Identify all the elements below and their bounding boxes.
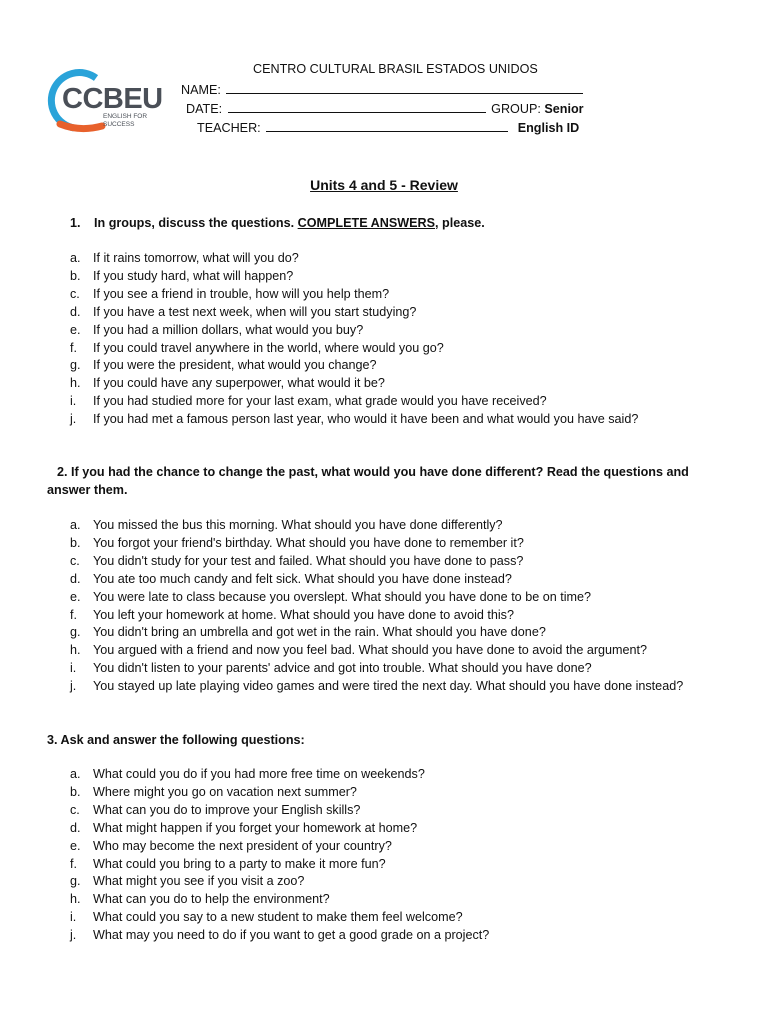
english-id-label: English ID (517, 121, 580, 135)
question-letter: e. (70, 589, 81, 604)
question-item (70, 268, 730, 286)
question-item (70, 891, 730, 909)
section2-instruction: 2. If you had the chance to change the past, what would you have done different? Read the questions and answer them. (47, 465, 689, 497)
question-text: What could you say to a new student to make them feel welcome? (93, 910, 463, 925)
question-letter: f. (70, 340, 77, 355)
question-letter: b. (70, 784, 81, 799)
question-text: What might you see if you visit a zoo? (93, 874, 305, 889)
question-letter: a. (70, 518, 81, 532)
question-text: What can you do to improve your English skills? (93, 802, 361, 817)
question-text: What might happen if you forget your homework at home? (93, 820, 418, 835)
question-text: If you see a friend in trouble, how will you help them? (93, 286, 390, 301)
question-item (70, 660, 730, 678)
question-text: If you could have any superpower, what would it be? (93, 376, 385, 391)
section2-question-list (70, 517, 730, 696)
question-text: If you could travel anywhere in the world, where would you go? (93, 340, 444, 355)
page-title-text: Units 4 and 5 - Review (310, 177, 458, 193)
school-name: CENTRO CULTURAL BRASIL ESTADOS UNIDOS (253, 62, 538, 76)
question-item (70, 624, 730, 642)
section1-number: 1. (70, 216, 81, 230)
question-text: You missed the bus this morning. What should you have done differently? (93, 518, 503, 532)
section1-instruction-before: In groups, discuss the questions. (94, 216, 298, 230)
question-item (70, 250, 730, 268)
question-letter: g. (70, 874, 81, 889)
question-letter: c. (70, 286, 80, 301)
section3-instruction: 3. Ask and answer the following questions: (47, 733, 305, 747)
question-text: What could you do if you had more free time on weekends? (93, 767, 425, 781)
question-text: You forgot your friend's birthday. What should you have done to remember it? (93, 535, 524, 550)
question-text: You argued with a friend and now you feel bad. What should you have done to avoid the argument? (93, 643, 648, 658)
question-letter: a. (70, 251, 81, 265)
question-item (70, 340, 730, 358)
question-item (70, 357, 730, 375)
page-title (0, 177, 768, 193)
question-item (70, 607, 730, 625)
question-item (70, 678, 730, 696)
question-item (70, 571, 730, 589)
question-item (70, 766, 730, 784)
question-letter: j. (70, 679, 77, 694)
ccbeu-logo (40, 66, 163, 134)
question-item (70, 909, 730, 927)
question-text: If you had met a famous person last year, who would it have been and what would you have said? (93, 412, 639, 427)
question-letter: h. (70, 892, 81, 907)
question-item (70, 411, 730, 429)
question-letter: e. (70, 838, 81, 853)
question-text: What could you bring to a party to make it more fun? (93, 856, 386, 871)
question-letter: c. (70, 802, 80, 817)
question-item (70, 856, 730, 874)
question-letter: b. (70, 268, 81, 283)
date-label: DATE: (186, 102, 223, 116)
teacher-line (197, 120, 579, 135)
name-label: NAME: (181, 83, 221, 97)
question-letter: b. (70, 535, 81, 550)
section1-instruction-after: , please. (435, 216, 485, 230)
question-text: You didn't listen to your parents' advice and got into trouble. What should you have done? (93, 661, 592, 676)
section1-instruction (70, 214, 485, 232)
question-text: You were late to class because you overslept. What should you have done to be on time? (93, 589, 591, 604)
question-text: If you had studied more for your last exam, what grade would you have received? (93, 394, 547, 409)
question-letter: f. (70, 856, 77, 871)
question-text: Where might you go on vacation next summer? (93, 784, 357, 799)
question-letter: i. (70, 910, 77, 925)
question-letter: c. (70, 553, 80, 568)
question-item (70, 927, 730, 945)
teacher-label: TEACHER: (197, 121, 261, 135)
date-blank[interactable] (228, 101, 486, 113)
question-item (70, 322, 730, 340)
date-line (186, 101, 584, 116)
question-letter: d. (70, 820, 81, 835)
question-text: What may you need to do if you want to get a good grade on a project? (93, 928, 490, 943)
question-item (70, 802, 730, 820)
question-item (70, 820, 730, 838)
question-item (70, 838, 730, 856)
question-item (70, 375, 730, 393)
question-text: You didn't bring an umbrella and got wet in the rain. What should you have done? (93, 625, 546, 640)
question-item (70, 553, 730, 571)
question-letter: i. (70, 661, 77, 676)
question-letter: h. (70, 376, 81, 391)
section1-question-list (70, 250, 730, 429)
name-line (181, 82, 585, 97)
question-item (70, 517, 730, 535)
question-letter: h. (70, 643, 81, 658)
teacher-blank[interactable] (266, 120, 508, 132)
question-text: Who may become the next president of your country? (93, 838, 392, 853)
question-text: If you have a test next week, when will you start studying? (93, 304, 417, 319)
question-letter: e. (70, 322, 81, 337)
question-text: You left your homework at home. What should you have done to avoid this? (93, 607, 514, 622)
question-text: If you study hard, what will happen? (93, 268, 294, 283)
question-text: What can you do to help the environment? (93, 892, 330, 907)
question-item (70, 286, 730, 304)
question-letter: g. (70, 625, 81, 640)
section3-question-list (70, 766, 730, 945)
name-blank[interactable] (226, 82, 583, 94)
section1-instruction-underlined: COMPLETE ANSWERS (297, 216, 436, 230)
question-item (70, 642, 730, 660)
question-letter: j. (70, 928, 77, 943)
logo-tagline: ENGLISH FOR SUCCESS (103, 113, 148, 128)
question-text: You stayed up late playing video games and were tired the next day. What should you have done instead? (93, 679, 684, 694)
question-text: If you had a million dollars, what would you buy? (93, 322, 364, 337)
question-item (70, 589, 730, 607)
question-item (70, 535, 730, 553)
question-item (70, 393, 730, 411)
question-item (70, 873, 730, 891)
question-item (70, 784, 730, 802)
question-letter: j. (70, 412, 77, 427)
question-letter: g. (70, 358, 81, 373)
question-text: If it rains tomorrow, what will you do? (93, 251, 299, 265)
group-value: Senior (544, 102, 584, 116)
question-letter: a. (70, 767, 81, 781)
question-letter: d. (70, 571, 81, 586)
question-text: You ate too much candy and felt sick. What should you have done instead? (93, 571, 512, 586)
group-label: GROUP: (491, 102, 541, 116)
logo-wordmark: CCBEU (62, 83, 163, 115)
question-letter: f. (70, 607, 77, 622)
question-letter: i. (70, 394, 77, 409)
question-item (70, 304, 730, 322)
question-text: You didn't study for your test and failed. What should you have done to pass? (93, 553, 524, 568)
question-letter: d. (70, 304, 81, 319)
question-text: If you were the president, what would you change? (93, 358, 377, 373)
